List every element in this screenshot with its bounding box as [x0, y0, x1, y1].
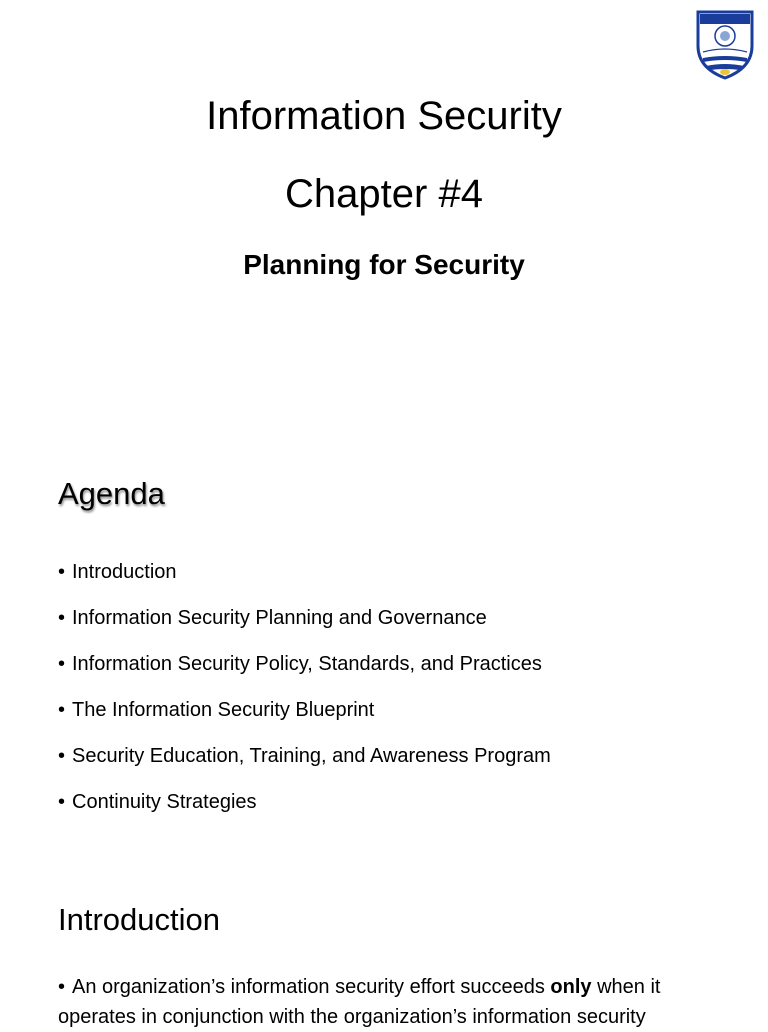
- list-item: [58, 743, 551, 789]
- bullet-icon: •: [58, 976, 66, 998]
- agenda-item-label: Continuity Strategies: [72, 791, 257, 813]
- presentation-title: Information Security: [206, 94, 562, 138]
- chapter-subtitle: Planning for Security: [243, 249, 525, 280]
- bullet-icon: •: [58, 791, 66, 813]
- list-item: [58, 605, 551, 651]
- agenda-item-label: Information Security Policy, Standards, and Practices: [72, 653, 542, 675]
- list-item: [58, 651, 551, 697]
- intro-text-end: when it operates in conjunction with the organization’s information security: [58, 976, 661, 1028]
- university-crest-logo: [694, 8, 756, 80]
- list-item: [58, 697, 551, 743]
- list-item: [58, 559, 551, 605]
- chapter-number: Chapter #4: [285, 172, 483, 216]
- bullet-icon: •: [58, 653, 66, 675]
- bullet-icon: •: [58, 745, 66, 767]
- bullet-icon: •: [58, 561, 66, 583]
- agenda-item-label: Security Education, Training, and Awareness Program: [72, 745, 551, 767]
- intro-emphasis: only: [550, 976, 592, 998]
- bullet-icon: •: [58, 699, 66, 721]
- introduction-heading: Introduction: [58, 902, 220, 937]
- intro-text-start: An organization’s information security effort succeeds: [72, 976, 551, 998]
- title-slide: [0, 0, 768, 440]
- bullet-icon: •: [58, 607, 66, 629]
- agenda-item-label: Introduction: [72, 561, 177, 583]
- introduction-list: [58, 972, 738, 1032]
- list-item: [58, 789, 551, 835]
- agenda-list: [58, 559, 551, 835]
- agenda-item-label: The Information Security Blueprint: [72, 699, 375, 721]
- agenda-item-label: Information Security Planning and Governance: [72, 607, 487, 629]
- agenda-heading: Agenda: [58, 476, 165, 511]
- list-item: [58, 972, 738, 1032]
